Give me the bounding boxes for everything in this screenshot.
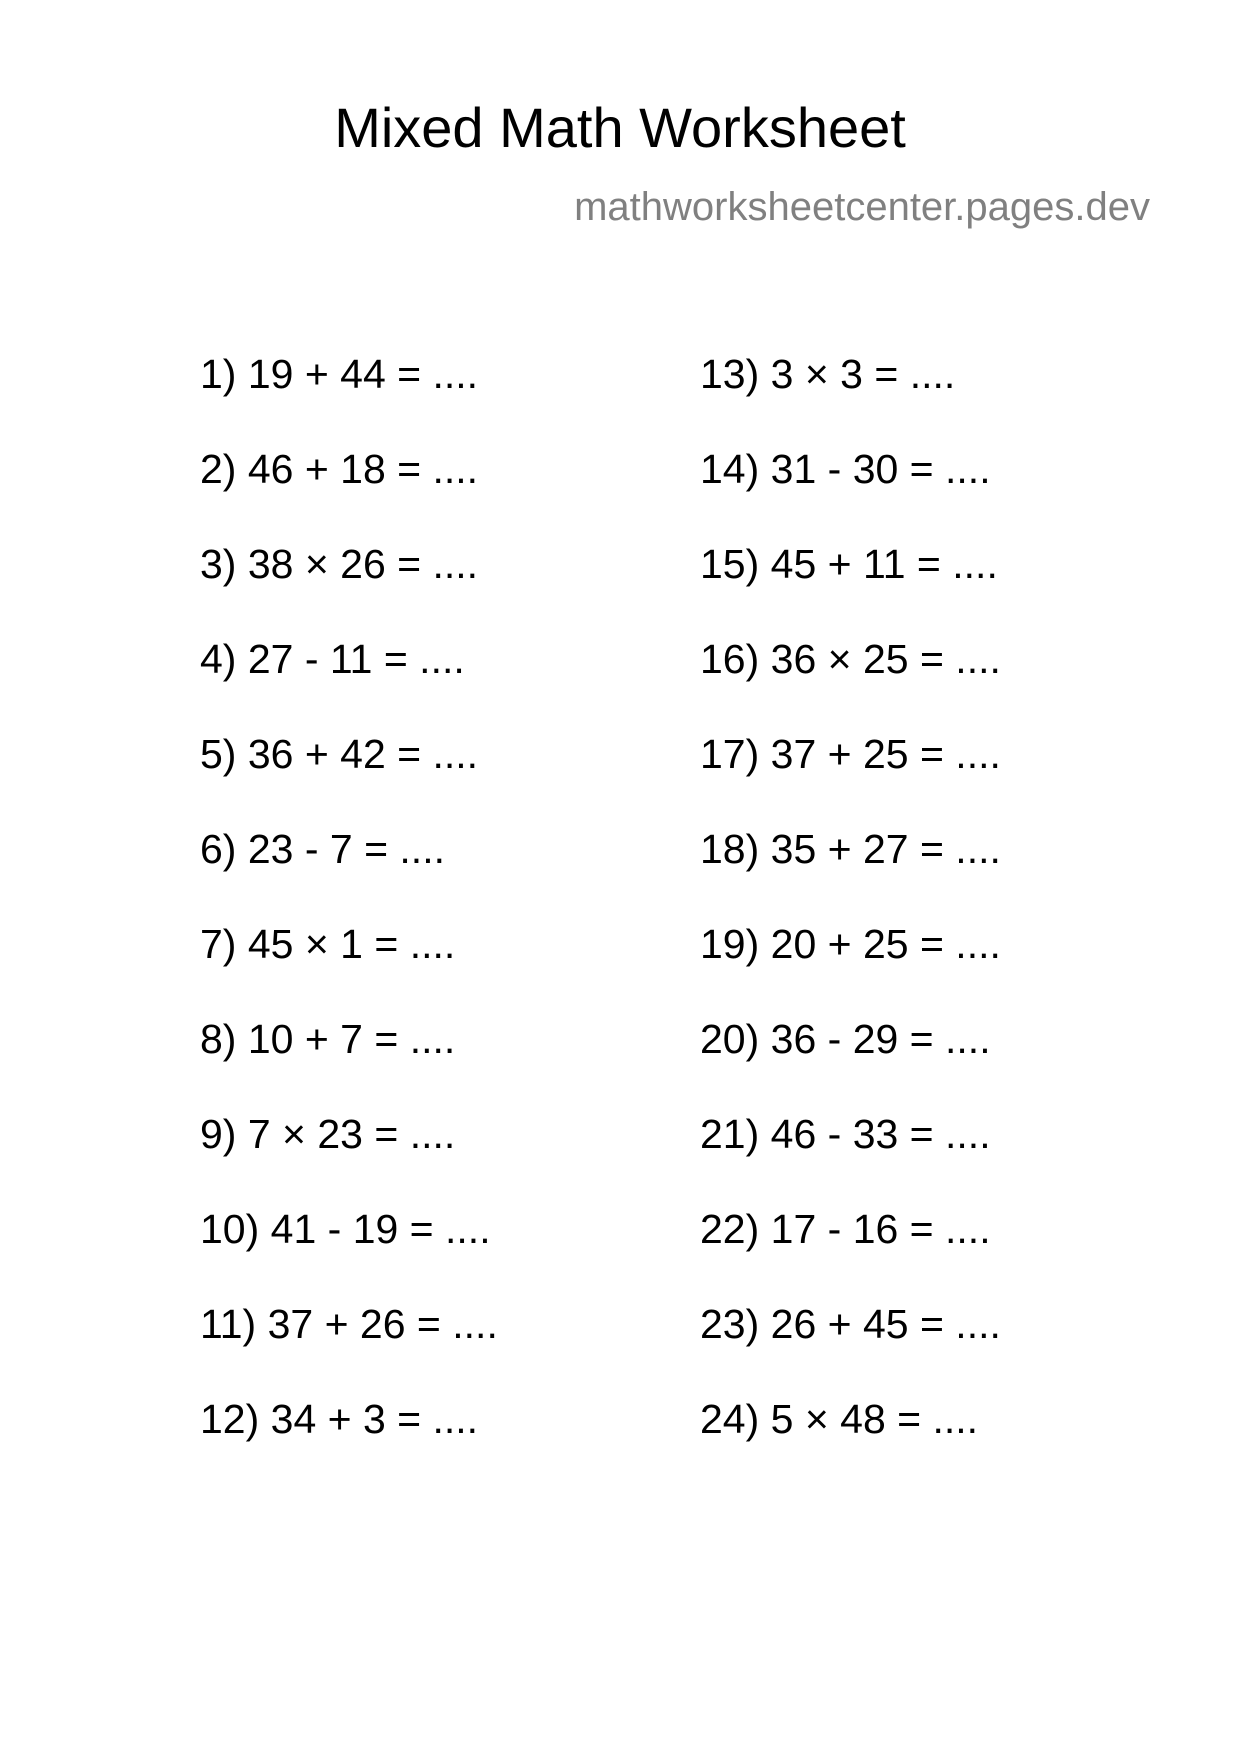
source-url: mathworksheetcenter.pages.dev (574, 185, 1150, 229)
problem-4: 4) 27 - 11 = .... (200, 636, 465, 682)
page-title: Mixed Math Worksheet (334, 96, 906, 159)
problem-6: 6) 23 - 7 = .... (200, 826, 445, 872)
problem-11: 11) 37 + 26 = .... (200, 1301, 498, 1347)
problem-12: 12) 34 + 3 = .... (200, 1396, 479, 1442)
problem-2: 2) 46 + 18 = .... (200, 446, 479, 492)
problem-1: 1) 19 + 44 = .... (200, 351, 479, 397)
problem-10: 10) 41 - 19 = .... (200, 1206, 491, 1252)
problem-24: 24) 5 × 48 = .... (700, 1396, 979, 1442)
problem-19: 19) 20 + 25 = .... (700, 921, 1001, 967)
problem-7: 7) 45 × 1 = .... (200, 921, 456, 967)
problem-9: 9) 7 × 23 = .... (200, 1111, 456, 1157)
problem-16: 16) 36 × 25 = .... (700, 636, 1001, 682)
problem-5: 5) 36 + 42 = .... (200, 731, 479, 777)
problem-3: 3) 38 × 26 = .... (200, 541, 479, 587)
problem-17: 17) 37 + 25 = .... (700, 731, 1001, 777)
problem-18: 18) 35 + 27 = .... (700, 826, 1001, 872)
problem-14: 14) 31 - 30 = .... (700, 446, 991, 492)
problem-23: 23) 26 + 45 = .... (700, 1301, 1001, 1347)
problem-21: 21) 46 - 33 = .... (700, 1111, 991, 1157)
problem-15: 15) 45 + 11 = .... (700, 541, 998, 587)
problem-column-left (200, 350, 680, 1490)
problem-13: 13) 3 × 3 = .... (700, 351, 956, 397)
problem-8: 8) 10 + 7 = .... (200, 1016, 456, 1062)
problem-22: 22) 17 - 16 = .... (700, 1206, 991, 1252)
problem-column-right (700, 350, 1180, 1490)
problem-20: 20) 36 - 29 = .... (700, 1016, 991, 1062)
